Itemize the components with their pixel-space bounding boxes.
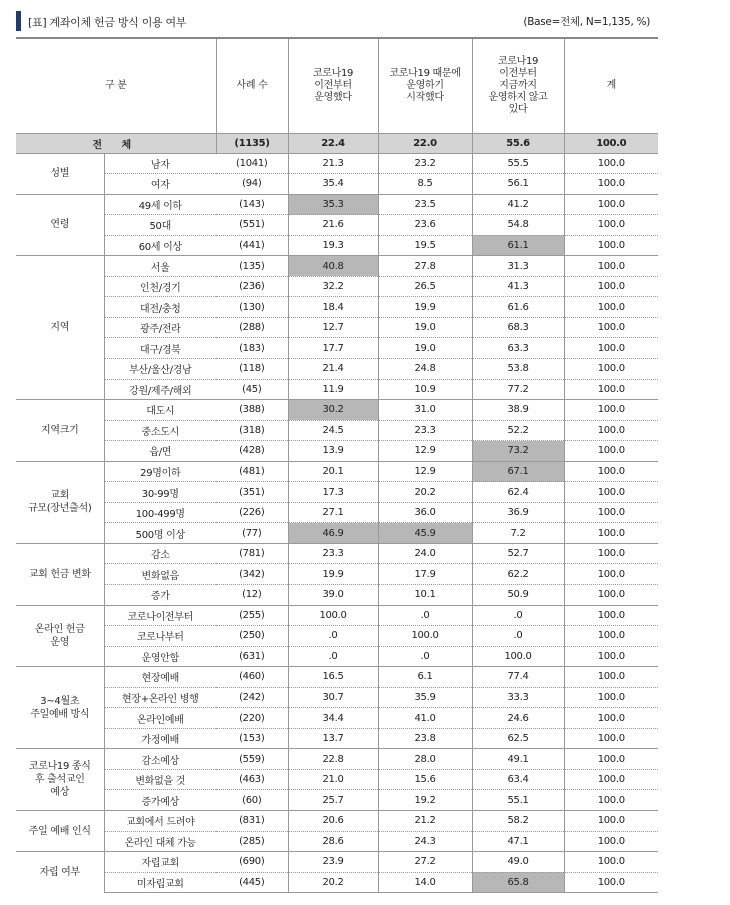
group-label: 자립 여부 <box>16 852 104 893</box>
table-row <box>16 605 658 626</box>
row-value: 52.2 <box>472 420 564 441</box>
row-value: 100.0 <box>564 502 658 523</box>
row-value: 53.8 <box>472 358 564 379</box>
row-label: 감소 <box>104 543 216 564</box>
row-value: 23.6 <box>378 215 472 236</box>
table-row <box>16 441 658 462</box>
row-value: 100.0 <box>564 667 658 688</box>
row-value: 55.5 <box>472 153 564 174</box>
row-label: 대도시 <box>104 400 216 421</box>
row-n: (460) <box>216 667 288 688</box>
row-value: 100.0 <box>564 769 658 790</box>
row-value: 15.6 <box>378 769 472 790</box>
row-n: (226) <box>216 502 288 523</box>
table-row <box>16 317 658 338</box>
row-value: 17.9 <box>378 564 472 585</box>
row-value: 100.0 <box>564 831 658 852</box>
row-n: (428) <box>216 441 288 462</box>
row-value: 31.3 <box>472 256 564 277</box>
row-value: 20.2 <box>288 872 378 893</box>
col-header-c1: 코로나19 이전부터 운영했다 <box>288 38 378 133</box>
row-value: 100.0 <box>564 584 658 605</box>
row-value: 23.5 <box>378 194 472 215</box>
table-row <box>16 338 658 359</box>
row-label: 대구/경북 <box>104 338 216 359</box>
total-c1: 22.4 <box>288 133 378 153</box>
table-row <box>16 523 658 544</box>
group-label: 지역크기 <box>16 400 104 462</box>
row-value: 100.0 <box>564 235 658 256</box>
group-label: 지역 <box>16 256 104 400</box>
table-row <box>16 482 658 503</box>
row-n: (220) <box>216 708 288 729</box>
row-n: (250) <box>216 626 288 647</box>
row-value: 55.1 <box>472 790 564 811</box>
row-label: 교회에서 드려야 <box>104 811 216 832</box>
row-value: 7.2 <box>472 523 564 544</box>
row-value: 35.3 <box>288 194 378 215</box>
row-label: 온라인예배 <box>104 708 216 729</box>
table-row <box>16 790 658 811</box>
row-value: 100.0 <box>564 358 658 379</box>
row-value: 24.8 <box>378 358 472 379</box>
table-row <box>16 708 658 729</box>
row-value: 68.3 <box>472 317 564 338</box>
row-value: 100.0 <box>564 605 658 626</box>
row-value: 23.3 <box>288 543 378 564</box>
row-value: 63.3 <box>472 338 564 359</box>
row-n: (236) <box>216 276 288 297</box>
row-label: 증가예상 <box>104 790 216 811</box>
table-row <box>16 687 658 708</box>
row-value: 100.0 <box>564 338 658 359</box>
row-n: (831) <box>216 811 288 832</box>
row-label: 서울 <box>104 256 216 277</box>
row-value: 100.0 <box>564 400 658 421</box>
row-value: 19.5 <box>378 235 472 256</box>
row-n: (631) <box>216 646 288 667</box>
row-value: 100.0 <box>564 174 658 195</box>
row-value: 62.2 <box>472 564 564 585</box>
base-note: (Base=전체, N=1,135, %) <box>523 16 650 28</box>
row-value: 13.7 <box>288 728 378 749</box>
row-n: (342) <box>216 564 288 585</box>
row-label: 49세 이하 <box>104 194 216 215</box>
row-value: 77.2 <box>472 379 564 400</box>
row-value: 6.1 <box>378 667 472 688</box>
row-value: 65.8 <box>472 872 564 893</box>
total-c3: 55.6 <box>472 133 564 153</box>
row-value: 41.3 <box>472 276 564 297</box>
row-value: 17.7 <box>288 338 378 359</box>
row-value: 41.2 <box>472 194 564 215</box>
row-value: 100.0 <box>378 626 472 647</box>
row-label: 29명이하 <box>104 461 216 482</box>
row-value: 27.1 <box>288 502 378 523</box>
row-value: 58.2 <box>472 811 564 832</box>
table-row <box>16 297 658 318</box>
row-n: (242) <box>216 687 288 708</box>
row-value: 23.2 <box>378 153 472 174</box>
row-value: 19.9 <box>378 297 472 318</box>
row-value: .0 <box>288 626 378 647</box>
row-label: 대전/충청 <box>104 297 216 318</box>
group-label: 성별 <box>16 153 104 194</box>
row-value: 100.0 <box>564 728 658 749</box>
row-value: 100.0 <box>288 605 378 626</box>
row-value: 100.0 <box>472 646 564 667</box>
row-value: 8.5 <box>378 174 472 195</box>
group-label: 교회 규모(장년출석) <box>16 461 104 543</box>
row-value: 21.3 <box>288 153 378 174</box>
row-label: 읍/면 <box>104 441 216 462</box>
table-row <box>16 276 658 297</box>
row-value: 20.2 <box>378 482 472 503</box>
row-value: 100.0 <box>564 482 658 503</box>
row-n: (130) <box>216 297 288 318</box>
row-value: 54.8 <box>472 215 564 236</box>
row-n: (441) <box>216 235 288 256</box>
table-row <box>16 831 658 852</box>
row-value: 24.5 <box>288 420 378 441</box>
row-label: 미자립교회 <box>104 872 216 893</box>
row-value: 23.9 <box>288 852 378 873</box>
row-n: (45) <box>216 379 288 400</box>
row-value: 32.2 <box>288 276 378 297</box>
row-label: 운영안함 <box>104 646 216 667</box>
row-n: (318) <box>216 420 288 441</box>
row-value: 45.9 <box>378 523 472 544</box>
row-value: 100.0 <box>564 420 658 441</box>
row-value: 28.0 <box>378 749 472 770</box>
row-value: 100.0 <box>564 811 658 832</box>
total-label: 전 체 <box>16 133 216 153</box>
row-value: 100.0 <box>564 749 658 770</box>
row-value: 12.9 <box>378 441 472 462</box>
row-value: 100.0 <box>564 790 658 811</box>
row-value: 18.4 <box>288 297 378 318</box>
table-row <box>16 256 658 277</box>
row-value: 19.9 <box>288 564 378 585</box>
row-n: (288) <box>216 317 288 338</box>
row-label: 자립교회 <box>104 852 216 873</box>
row-value: 62.4 <box>472 482 564 503</box>
row-value: 14.0 <box>378 872 472 893</box>
row-value: 16.5 <box>288 667 378 688</box>
group-label: 주일 예배 인식 <box>16 811 104 852</box>
row-value: 31.0 <box>378 400 472 421</box>
row-value: 25.7 <box>288 790 378 811</box>
row-value: 23.8 <box>378 728 472 749</box>
row-n: (445) <box>216 872 288 893</box>
row-label: 강원/제주/해외 <box>104 379 216 400</box>
row-value: .0 <box>378 605 472 626</box>
row-value: .0 <box>288 646 378 667</box>
row-n: (388) <box>216 400 288 421</box>
row-value: 47.1 <box>472 831 564 852</box>
row-value: 30.7 <box>288 687 378 708</box>
row-value: 41.0 <box>378 708 472 729</box>
row-label: 현장+온라인 병행 <box>104 687 216 708</box>
table-title: [표] 계좌이체 헌금 방식 이용 여부 <box>28 16 187 29</box>
row-value: 17.3 <box>288 482 378 503</box>
row-n: (463) <box>216 769 288 790</box>
row-value: 46.9 <box>288 523 378 544</box>
total-row <box>16 133 658 153</box>
row-value: 24.0 <box>378 543 472 564</box>
row-value: 23.3 <box>378 420 472 441</box>
table-body <box>16 133 658 893</box>
table-row <box>16 358 658 379</box>
table-row <box>16 461 658 482</box>
row-value: 34.4 <box>288 708 378 729</box>
row-value: 100.0 <box>564 687 658 708</box>
table-row <box>16 667 658 688</box>
row-value: 36.0 <box>378 502 472 523</box>
row-value: 21.4 <box>288 358 378 379</box>
row-label: 광주/전라 <box>104 317 216 338</box>
row-label: 인천/경기 <box>104 276 216 297</box>
row-value: 100.0 <box>564 708 658 729</box>
row-label: 증가 <box>104 584 216 605</box>
row-label: 코로나이전부터 <box>104 605 216 626</box>
row-value: 36.9 <box>472 502 564 523</box>
table-row <box>16 502 658 523</box>
total-c2: 22.0 <box>378 133 472 153</box>
row-n: (781) <box>216 543 288 564</box>
row-n: (559) <box>216 749 288 770</box>
row-value: 56.1 <box>472 174 564 195</box>
row-value: 19.0 <box>378 317 472 338</box>
table-row <box>16 379 658 400</box>
table-row <box>16 400 658 421</box>
row-value: 100.0 <box>564 564 658 585</box>
row-value: 50.9 <box>472 584 564 605</box>
row-value: 61.1 <box>472 235 564 256</box>
row-label: 온라인 대체 가능 <box>104 831 216 852</box>
col-header-group: 구 분 <box>16 38 216 133</box>
table-row <box>16 194 658 215</box>
row-label: 코로나부터 <box>104 626 216 647</box>
row-value: 100.0 <box>564 215 658 236</box>
row-value: 38.9 <box>472 400 564 421</box>
row-value: 20.1 <box>288 461 378 482</box>
total-sum: 100.0 <box>564 133 658 153</box>
data-table <box>16 37 658 893</box>
col-header-n: 사례 수 <box>216 38 288 133</box>
row-label: 변화없음 <box>104 564 216 585</box>
row-value: 24.3 <box>378 831 472 852</box>
row-label: 감소예상 <box>104 749 216 770</box>
group-label: 코로나19 종식 후 출석교인 예상 <box>16 749 104 811</box>
row-label: 60세 이상 <box>104 235 216 256</box>
row-value: 100.0 <box>564 194 658 215</box>
group-label: 교회 헌금 변화 <box>16 543 104 605</box>
table-row <box>16 215 658 236</box>
table-row <box>16 584 658 605</box>
row-value: 12.7 <box>288 317 378 338</box>
row-value: 100.0 <box>564 626 658 647</box>
total-n: (1135) <box>216 133 288 153</box>
row-value: .0 <box>472 605 564 626</box>
row-label: 현장예배 <box>104 667 216 688</box>
row-value: 73.2 <box>472 441 564 462</box>
row-value: 10.9 <box>378 379 472 400</box>
row-value: 35.9 <box>378 687 472 708</box>
row-value: 100.0 <box>564 379 658 400</box>
row-label: 가정예배 <box>104 728 216 749</box>
row-value: 13.9 <box>288 441 378 462</box>
row-value: 61.6 <box>472 297 564 318</box>
table-row <box>16 811 658 832</box>
row-value: 100.0 <box>564 872 658 893</box>
row-value: 40.8 <box>288 256 378 277</box>
row-value: 100.0 <box>564 852 658 873</box>
row-value: 77.4 <box>472 667 564 688</box>
row-value: 100.0 <box>564 153 658 174</box>
row-value: 49.1 <box>472 749 564 770</box>
row-n: (690) <box>216 852 288 873</box>
title-accent-bar <box>16 11 21 31</box>
row-n: (183) <box>216 338 288 359</box>
table-row <box>16 174 658 195</box>
row-value: 28.6 <box>288 831 378 852</box>
col-header-c3: 코로나19 이전부터 지금까지 운영하지 않고 있다 <box>472 38 564 133</box>
table-row <box>16 153 658 174</box>
table-row <box>16 420 658 441</box>
row-n: (135) <box>216 256 288 277</box>
group-label: 온라인 헌금 운영 <box>16 605 104 667</box>
row-n: (551) <box>216 215 288 236</box>
table-row <box>16 872 658 893</box>
row-value: 12.9 <box>378 461 472 482</box>
row-label: 500명 이상 <box>104 523 216 544</box>
row-n: (285) <box>216 831 288 852</box>
row-n: (481) <box>216 461 288 482</box>
row-value: 21.0 <box>288 769 378 790</box>
row-n: (12) <box>216 584 288 605</box>
row-value: 19.2 <box>378 790 472 811</box>
row-value: 100.0 <box>564 297 658 318</box>
group-label: 3~4월초 주일예배 방식 <box>16 667 104 749</box>
col-header-c2: 코로나19 때문에 운영하기 시작했다 <box>378 38 472 133</box>
col-header-total: 계 <box>564 38 658 133</box>
row-value: 100.0 <box>564 317 658 338</box>
column-header-row <box>16 38 658 133</box>
row-n: (60) <box>216 790 288 811</box>
row-n: (255) <box>216 605 288 626</box>
row-value: 20.6 <box>288 811 378 832</box>
table-row <box>16 749 658 770</box>
row-label: 변화없을 것 <box>104 769 216 790</box>
row-value: 100.0 <box>564 441 658 462</box>
row-value: 22.8 <box>288 749 378 770</box>
row-value: 11.9 <box>288 379 378 400</box>
row-value: 27.2 <box>378 852 472 873</box>
row-value: 19.3 <box>288 235 378 256</box>
table-row <box>16 769 658 790</box>
table-row <box>16 235 658 256</box>
row-value: 10.1 <box>378 584 472 605</box>
table-row <box>16 543 658 564</box>
row-value: 100.0 <box>564 543 658 564</box>
row-label: 중소도시 <box>104 420 216 441</box>
row-label: 30-99명 <box>104 482 216 503</box>
row-value: 35.4 <box>288 174 378 195</box>
row-value: 100.0 <box>564 523 658 544</box>
table-row <box>16 646 658 667</box>
table-row <box>16 728 658 749</box>
row-value: 27.8 <box>378 256 472 277</box>
row-value: 21.6 <box>288 215 378 236</box>
row-value: .0 <box>472 626 564 647</box>
row-value: 100.0 <box>564 646 658 667</box>
row-value: 67.1 <box>472 461 564 482</box>
row-label: 부산/울산/경남 <box>104 358 216 379</box>
table-row <box>16 852 658 873</box>
row-n: (1041) <box>216 153 288 174</box>
row-value: 63.4 <box>472 769 564 790</box>
row-label: 50대 <box>104 215 216 236</box>
row-label: 남자 <box>104 153 216 174</box>
table-header <box>16 10 658 32</box>
row-label: 여자 <box>104 174 216 195</box>
row-value: 49.0 <box>472 852 564 873</box>
row-n: (351) <box>216 482 288 503</box>
row-value: 19.0 <box>378 338 472 359</box>
row-value: 100.0 <box>564 276 658 297</box>
row-label: 100-499명 <box>104 502 216 523</box>
row-value: 24.6 <box>472 708 564 729</box>
table-row <box>16 626 658 647</box>
row-value: .0 <box>378 646 472 667</box>
row-n: (153) <box>216 728 288 749</box>
row-value: 100.0 <box>564 256 658 277</box>
row-value: 100.0 <box>564 461 658 482</box>
row-value: 26.5 <box>378 276 472 297</box>
row-n: (77) <box>216 523 288 544</box>
group-label: 연령 <box>16 194 104 256</box>
table-row <box>16 564 658 585</box>
row-n: (94) <box>216 174 288 195</box>
row-value: 52.7 <box>472 543 564 564</box>
row-value: 21.2 <box>378 811 472 832</box>
row-n: (118) <box>216 358 288 379</box>
row-value: 30.2 <box>288 400 378 421</box>
row-value: 33.3 <box>472 687 564 708</box>
row-value: 62.5 <box>472 728 564 749</box>
row-n: (143) <box>216 194 288 215</box>
row-value: 39.0 <box>288 584 378 605</box>
